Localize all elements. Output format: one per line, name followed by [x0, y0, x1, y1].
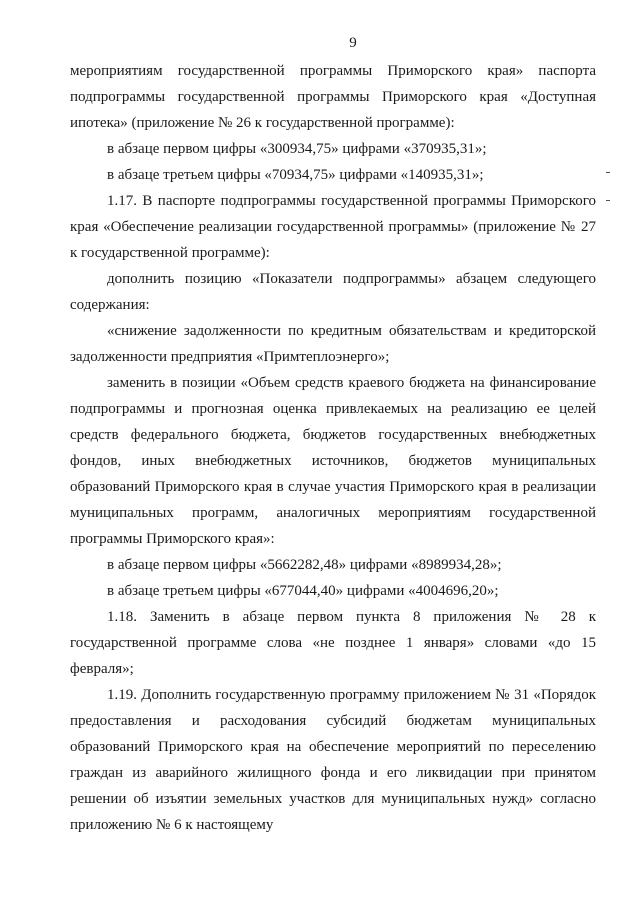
- paragraph-1: мероприятиям государственной программы Приморского края» паспорта подпрограммы государственной программы Приморского края «Доступная ипотека» (приложение № 26 к государственной программе):: [70, 63, 596, 131]
- paragraph-10: 1.18. Заменить в абзаце первом пункта 8 приложения № 28 к государственной программе слова «не позднее 1 января» словами «до 15 февраля»;: [70, 609, 596, 677]
- paragraph-11: 1.19. Дополнить государственную программу приложением № 31 «Порядок предоставления и расходования субсидий бюджетам муниципальных образований Приморского края на обеспечение мероприятий по переселению граждан из аварийного жилищного фонда и его ликвидации при принятом решении об изъятии земельных участков для муниципальных нужд» согласно приложению № 6 к настоящему: [70, 687, 596, 833]
- scan-mark: [606, 172, 610, 173]
- paragraph-4: 1.17. В паспорте подпрограммы государственной программы Приморского края «Обеспечение реализации государственной программы» (приложение № 27 к государственной программе):: [70, 193, 596, 261]
- paragraph-6: «снижение задолженности по кредитным обязательствам и кредиторской задолженности предприятия «Примтеплоэнерго»;: [70, 323, 596, 365]
- paragraph-8: в абзаце первом цифры «5662282,48» цифрами «8989934,28»;: [107, 557, 502, 573]
- paragraph-7: заменить в позиции «Объем средств краевого бюджета на финансирование подпрограммы и прогнозная оценка привлекаемых на реализацию ее целей средств федерального бюджета, бюджетов государственных внебюджетных фондов, иных внебюджетных источников, бюджетов муниципальных образований Приморского края в случае участия Приморского края в реализации муниципальных программ, аналогичных мероприятиям государственной программы Приморского края»:: [70, 375, 596, 547]
- scan-mark: [606, 200, 610, 201]
- page-number: 9: [349, 35, 357, 51]
- paragraph-2: в абзаце первом цифры «300934,75» цифрами «370935,31»;: [107, 141, 487, 157]
- paragraph-3: в абзаце третьем цифры «70934,75» цифрами «140935,31»;: [107, 167, 484, 183]
- paragraph-9: в абзаце третьем цифры «677044,40» цифрами «4004696,20»;: [107, 583, 499, 599]
- paragraph-5: дополнить позицию «Показатели подпрограммы» абзацем следующего содержания:: [70, 271, 596, 313]
